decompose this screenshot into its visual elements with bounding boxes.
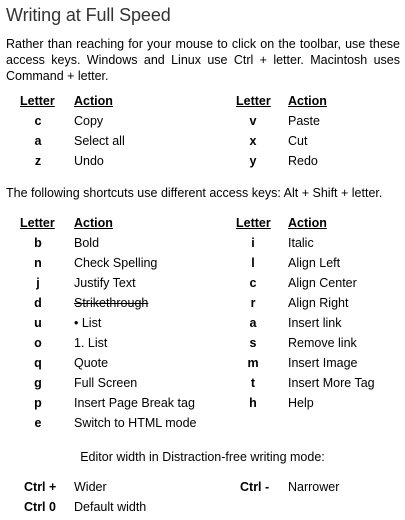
table2-key: j bbox=[36, 276, 40, 290]
table1-action: Undo bbox=[74, 154, 104, 168]
table2-action: Align Left bbox=[288, 256, 341, 270]
table2-action: Help bbox=[288, 396, 314, 410]
table1-header-letter-right: Letter bbox=[236, 94, 271, 108]
table2-key: b bbox=[34, 236, 42, 250]
table2-action: Align Center bbox=[288, 276, 357, 290]
table2-header-action-left: Action bbox=[74, 216, 113, 230]
table1-action: Paste bbox=[288, 114, 320, 128]
width-action: Default width bbox=[74, 500, 147, 514]
table2-action: Check Spelling bbox=[74, 256, 158, 270]
table1-header-action-left: Action bbox=[74, 94, 113, 108]
table2-key: d bbox=[34, 296, 42, 310]
table2-key: t bbox=[250, 376, 256, 390]
table2-action: Insert More Tag bbox=[288, 376, 375, 390]
table2-action: Full Screen bbox=[74, 376, 138, 390]
alt-shift-note: The following shortcuts use different access keys: Alt + Shift + letter. bbox=[6, 186, 383, 200]
table2-action: Align Right bbox=[288, 296, 349, 310]
table2-key: o bbox=[34, 336, 42, 350]
table1-key: a bbox=[34, 134, 42, 148]
table2-key: q bbox=[34, 356, 42, 370]
width-key: Ctrl 0 bbox=[24, 500, 56, 514]
table2-header-letter-right: Letter bbox=[236, 216, 271, 230]
table1-action: Cut bbox=[288, 134, 308, 148]
table2-action: Justify Text bbox=[74, 276, 136, 290]
table1-action: Copy bbox=[74, 114, 104, 128]
table1-action: Redo bbox=[288, 154, 318, 168]
table1-header-action-right: Action bbox=[288, 94, 327, 108]
table2-key: p bbox=[34, 396, 42, 410]
table1-action: Select all bbox=[74, 134, 125, 148]
table2-key: e bbox=[34, 416, 42, 430]
table2-action: Insert link bbox=[288, 316, 342, 330]
width-action: Wider bbox=[74, 480, 107, 494]
table2-action: Insert Page Break tag bbox=[74, 396, 195, 410]
table2-action: Italic bbox=[288, 236, 314, 250]
table1-key: v bbox=[249, 114, 257, 128]
table2-key: g bbox=[34, 376, 42, 390]
table2-action: Remove link bbox=[288, 336, 357, 350]
table2-action: Bold bbox=[74, 236, 100, 250]
table2-key: m bbox=[247, 356, 259, 370]
table2-action: Switch to HTML mode bbox=[74, 416, 197, 430]
table1-key: c bbox=[34, 114, 42, 128]
table2-key: h bbox=[249, 396, 257, 410]
table2-action: Insert Image bbox=[288, 356, 358, 370]
table2-key: r bbox=[250, 296, 256, 310]
intro-paragraph: Rather than reaching for your mouse to click on the toolbar, use these access keys. Windows and Linux use Ctrl + letter. Macintosh uses Command + letter. bbox=[6, 37, 400, 83]
table1-key: x bbox=[249, 134, 257, 148]
table2-action-strikethrough: Strikethrough bbox=[74, 296, 149, 310]
table2-action: 1. List bbox=[74, 336, 108, 350]
width-key: Ctrl - bbox=[240, 480, 270, 494]
table1-header-letter-left: Letter bbox=[20, 94, 55, 108]
table2-header-action-right: Action bbox=[288, 216, 327, 230]
table2-header-letter-left: Letter bbox=[20, 216, 55, 230]
editor-width-note: Editor width in Distraction-free writing mode: bbox=[80, 450, 325, 464]
table2-key: a bbox=[249, 316, 257, 330]
table2-key: i bbox=[251, 236, 255, 250]
width-action: Narrower bbox=[288, 480, 340, 494]
table2-key: l bbox=[251, 256, 255, 270]
width-key: Ctrl + bbox=[24, 480, 57, 494]
page-title: Writing at Full Speed bbox=[6, 5, 171, 25]
table2-action: • List bbox=[74, 316, 102, 330]
table1-key: y bbox=[249, 154, 257, 168]
table2-key: u bbox=[34, 316, 42, 330]
table1-key: z bbox=[34, 154, 42, 168]
table2-key: c bbox=[249, 276, 257, 290]
table2-key: n bbox=[34, 256, 42, 270]
table2-key: s bbox=[249, 336, 257, 350]
table2-action: Quote bbox=[74, 356, 109, 370]
